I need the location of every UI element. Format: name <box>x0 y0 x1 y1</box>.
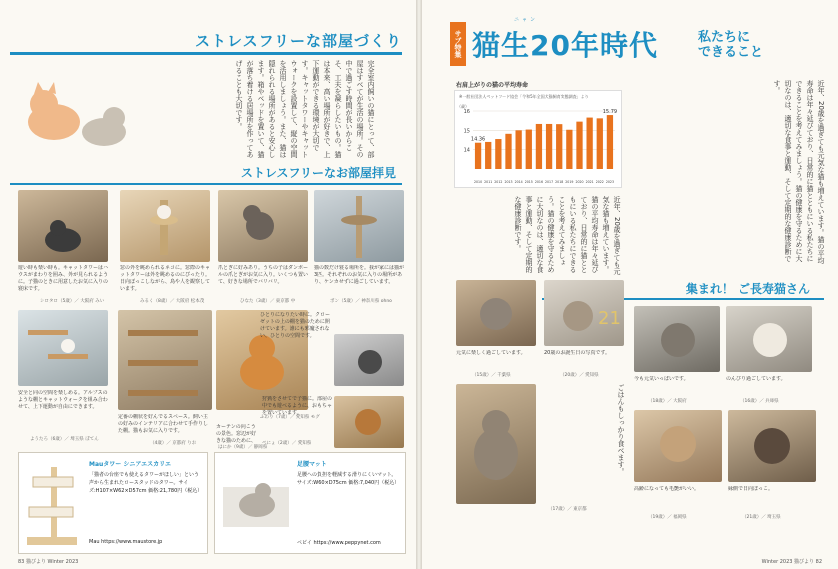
chart-bar <box>495 139 501 169</box>
photo-caption: 窓の外を眺められるネコに。窓際のキャットタワーは外を眺めるのにぴったり。日向ぼっこしながら、鳥や人を観察しています。 <box>120 265 211 292</box>
chart-bar <box>485 142 491 169</box>
chart-bar <box>526 130 532 169</box>
photo-diy-shelf <box>118 310 212 410</box>
sub-feature-tag: サブ特集 <box>450 22 466 66</box>
chart-bar <box>536 124 542 169</box>
photo-credit: シロタロ（5歳）／ 大阪府 みい <box>40 299 105 304</box>
chart-x-tick: 2011 <box>484 180 493 184</box>
photo-credit: （21歳）／ 埼玉県 <box>742 515 781 520</box>
photo-caption: ごはんもしっかり食べます。 <box>617 384 625 475</box>
chart-x-tick: 2016 <box>534 180 543 184</box>
product-card-mau-tower <box>18 452 208 554</box>
chart-bar <box>546 124 552 169</box>
product-contact: Mau https://www.maustore.jp <box>89 539 163 545</box>
photo-caption: 縁側で日向ぼっこ。 <box>728 486 774 492</box>
photo-caption: ひとりになりたい時に。クローゼットの上の棚を猫のために開けています。誰にも邪魔されない、ひとりの空間です。 <box>260 312 331 339</box>
chart-y-tick: 15 <box>463 128 470 135</box>
photo-senior-cat-4 <box>726 306 812 372</box>
photo-credit: （20歳）／ 愛知県 <box>560 373 599 378</box>
chart-data-label: 14.36 <box>470 136 486 143</box>
chart-x-tick: 2010 <box>474 180 483 184</box>
photo-cat-tower-house <box>18 190 108 262</box>
chart-x-tick: 2015 <box>524 180 533 184</box>
chart-y-tick: 16 <box>463 109 470 115</box>
subhead-rule <box>10 183 402 185</box>
photo-credit: ふわり（7歳）／ 愛知県 モグ <box>260 415 320 420</box>
chart-data-label: 15.79 <box>602 109 618 116</box>
chart-x-tick: 2017 <box>545 180 554 184</box>
chart-x-tick: 2012 <box>494 180 503 184</box>
photo-credit: ようたろ（6歳）／ 埼玉県 ぽてん <box>30 437 99 442</box>
photo-credit: （19歳）／ 福岡県 <box>648 515 687 520</box>
photo-senior-cat-3 <box>634 306 720 372</box>
photo-caption: カーテンの向こうの景色。窓辺が好きな猫のために、 <box>216 424 257 444</box>
photo-window-cat <box>334 396 404 448</box>
photo-credit: ぺにょ（2歳）／ 愛知県 <box>262 441 312 446</box>
chart-bar <box>586 118 592 169</box>
longevity-subhead: 集まれ！ ご長寿猫さん <box>685 282 810 296</box>
chart-bar <box>597 118 603 169</box>
product-contact: ペピイ https://www.peppynet.com <box>297 540 381 546</box>
product-desc: 「猫者の台座でも使えるタワーがほしい」という声から生まれたロースタッドのタワー。サイズ:H107×W62×D57cm 価格:21,780円（税込） <box>89 472 203 494</box>
photo-senior-cat-7 <box>728 410 816 482</box>
product-name: 足腰マット <box>297 461 327 468</box>
photo-credit: （18歳）／ 大阪府 <box>648 399 687 404</box>
feature-body-2: 近年、20歳を過ぎても元気な猫も増えています。猫の平均寿命は年々延びており、日常的に猫とともにいる私たちにできることを考えてみましょう。猫の健康を守るために大切なのは、適切な食事と運動、そして定期的な健康診断です。 <box>514 196 621 275</box>
photo-scratcher <box>218 190 308 262</box>
photo-caption: 狩猟をさせてで子猫に。部屋の中でも遊べるように、おもちゃを置いています。 <box>262 396 332 416</box>
chart-x-tick: 2018 <box>555 180 564 184</box>
feature-title: 猫生20年時代 <box>472 29 658 62</box>
chart-x-tick: 2020 <box>575 180 584 184</box>
chart-bar <box>607 115 613 169</box>
title-ruby: ニャン <box>514 17 539 23</box>
photo-credit: ポン（5歳）／ 神奈川県 ohno <box>330 299 392 304</box>
photo-shelves <box>18 310 108 386</box>
photo-caption: 猫の数だけ寝る場所を。我が家には猫が3匹。それぞれのお気に入りの場所があり、ケンカせずに過ごしています。 <box>314 265 405 285</box>
chart-y-tick: 14 <box>463 147 470 154</box>
feature-side-title: 私たちに できること <box>698 30 764 60</box>
photo-senior-cat-1 <box>456 280 536 346</box>
product-name: Mauタワー シニアエスカリエ <box>89 461 171 468</box>
photo-credit: （15歳）／ 千葉県 <box>472 373 511 378</box>
photo-senior-cat-5 <box>456 384 536 504</box>
chart-y-label: （歳） <box>457 104 469 109</box>
chart-x-tick: 2014 <box>514 180 523 184</box>
photo-caption: 20歳のお誕生日の写真です。 <box>544 350 610 356</box>
photo-credit: はにか（9歳）／ 静岡県 <box>218 445 268 450</box>
chart-x-tick: 2023 <box>605 180 614 184</box>
feature-body: 近年、20歳を過ぎても元気な猫も増えています。猫の平均寿命は年々延びており、日常的に猫とともにいる私たちにできることを考えてみましょう。猫の健康を守るために大切なのは、適切な食事と運動、そして定期的な健康診断です。 <box>773 80 825 264</box>
svg-text:21: 21 <box>598 308 621 329</box>
photo-caption: 安全と同の空間を楽しめる。アルプスのような棚とキャットウォークを組み合わせて、上下運動が自由にできます。 <box>18 390 108 410</box>
photo-caption: 高齢になっても毛艶がいい。 <box>634 486 700 492</box>
photo-caption: 遊い時も楽い時も。キャットタワーはハウスがまわりを囲み、外が見られるように。子猫のときに用意したお気に入りの寝床です。 <box>18 265 109 292</box>
product-desc: 足腰への負担を軽減する滑りにくいマット。サイズ:W60×D75cm 価格:7,040円（税込） <box>297 472 400 486</box>
photo-credit: ひなた（3歳）／ 東京都 中 <box>240 299 296 304</box>
chart-bar <box>566 130 572 169</box>
photo-window-tower <box>120 190 210 262</box>
chart-bar <box>515 130 521 169</box>
photo-senior-cat-2 <box>544 280 624 346</box>
chart-x-tick: 2013 <box>504 180 513 184</box>
section-subhead: ストレスフリーなお部屋拝見 <box>240 166 396 180</box>
right-page <box>422 0 838 569</box>
folio-left: 83 猫びより Winter 2023 <box>18 559 79 565</box>
article-body: 完全室内飼いの猫にとって、部屋はすべてが生活の場所。その中で過ごす時間が長いからこそ、工夫を凝らしたいもの。猫は本来、高い場所が好きで、上下運動ができる環境が大切です。キャットタワーやキャットウォークを設置して、縦の空間を活用しましょう。また、猫は隠れられる場所があると安心します。箱やベッドを置いて、猫が落ち着ける居場所を作ってあげることも大切です。 <box>235 60 375 158</box>
chart-bar <box>576 122 582 169</box>
photo-toy-cat <box>334 334 404 386</box>
page-title: ストレスフリーな部屋づくり <box>195 32 402 50</box>
chart-bar <box>475 143 481 169</box>
photo-credit: （17歳）／ 東京都 <box>548 507 587 512</box>
lifespan-chart-svg <box>455 91 621 187</box>
chart-x-tick: 2019 <box>565 180 574 184</box>
photo-caption: 今も元気いっぱいです。 <box>634 376 689 382</box>
photo-caption: 定番の棚状を好んでるスペース。飼い主の好みのインテリアに合わせて手作りした棚。猫もお気に入りです。 <box>118 414 209 434</box>
photo-caption: 元気に楽しく過ごしています。 <box>456 350 526 356</box>
chart-bar <box>556 124 562 169</box>
photo-multi-cat <box>314 190 404 262</box>
photo-senior-cat-6 <box>634 410 722 482</box>
folio-right: Winter 2023 猫びより 82 <box>761 559 822 565</box>
chart-x-tick: 2021 <box>585 180 594 184</box>
photo-credit: （16歳）／ 兵庫県 <box>740 399 779 404</box>
product-card-mat <box>214 452 406 554</box>
chart-subtitle: ※一般社団法人ペットフード協会「令和5年全国犬猫飼育実態調査」より <box>459 94 589 99</box>
chart-label: 右肩上がりの猫の平均寿命 <box>456 82 529 89</box>
photo-credit: （4歳）／ 京都府 りお <box>150 441 197 446</box>
photo-caption: のんびり過ごしています。 <box>726 376 786 382</box>
chart-x-tick: 2022 <box>595 180 604 184</box>
left-page <box>0 0 416 569</box>
chart-bar <box>505 134 511 169</box>
lifespan-chart <box>454 90 622 188</box>
photo-caption: 爪とぎに好みあり。うちの子はダンボールの爪とぎがお気に入り。いくつも置いて、好きな場所でバリバリ。 <box>218 265 309 285</box>
photo-credit: みるく（8歳）／ 大阪府 松本茂 <box>140 299 205 304</box>
